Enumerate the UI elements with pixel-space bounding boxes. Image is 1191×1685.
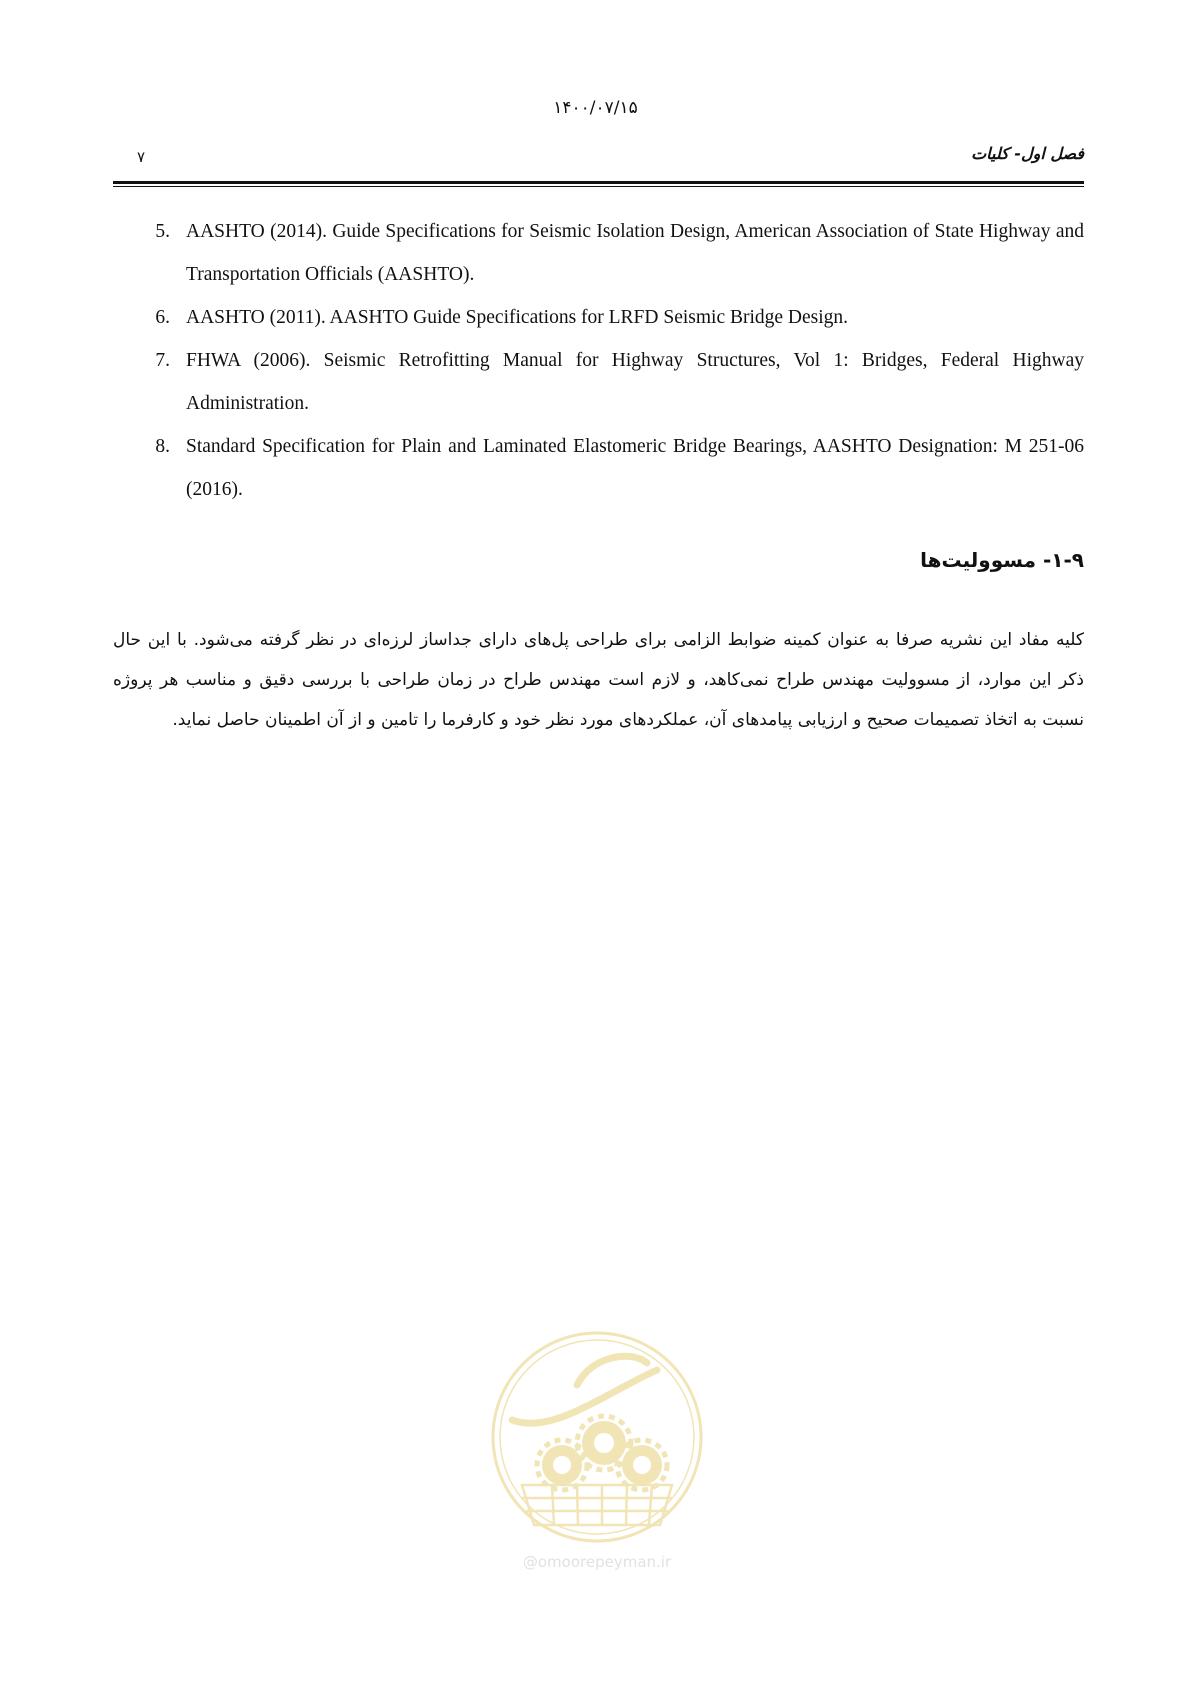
watermark-logo bbox=[482, 1325, 712, 1625]
reference-text: Standard Specification for Plain and Laminated Elastomeric Bridge Bearings, AASHTO Designation: M 251-06 (2016). bbox=[186, 436, 1084, 500]
running-header bbox=[113, 142, 1084, 172]
reference-text: FHWA (2006). Seismic Retrofitting Manual for Highway Structures, Vol 1: Bridges, Federal Highway Administration. bbox=[186, 350, 1084, 414]
reference-number: 6. bbox=[155, 307, 170, 328]
page-number: ۷ bbox=[137, 148, 146, 166]
reference-number: 8. bbox=[155, 436, 170, 457]
reference-number: 7. bbox=[155, 350, 170, 371]
header-rule-thin bbox=[113, 186, 1084, 187]
watermark-seal-icon bbox=[482, 1325, 712, 1550]
reference-item bbox=[113, 425, 1084, 511]
reference-text: AASHTO (2014). Guide Specifications for Seismic Isolation Design, American Association of State Highway and Transportation Officials (AASHTO). bbox=[186, 221, 1084, 285]
reference-item bbox=[113, 296, 1084, 339]
document-date: ۱۴۰۰/۰۷/۱۵ bbox=[553, 98, 638, 118]
reference-list bbox=[113, 210, 1084, 511]
reference-text: AASHTO (2011). AASHTO Guide Specifications for LRFD Seismic Bridge Design. bbox=[186, 307, 849, 328]
reference-number: 5. bbox=[155, 221, 170, 242]
reference-item bbox=[113, 210, 1084, 296]
reference-item bbox=[113, 339, 1084, 425]
header-rule bbox=[113, 181, 1084, 184]
section-heading: ۱-۹- مسوولیت‌ها bbox=[920, 548, 1084, 572]
body-paragraph: کلیه مفاد این نشریه صرفا به عنوان کمینه ضوابط الزامی برای طراحی پل‌های دارای جداساز لرزه‌ای در نظر گرفته می‌شود. با این حال ذکر این موارد، از مسوولیت مهندس طراح نمی‌کاهد، و لازم است مهندس طراح در زمان طراحی با بررسی دقیق و مناسب هر پروژه نسبت به اتخاذ تصمیمات صحیح و ارزیابی پیامدهای آن، عملکردهای مورد نظر خود و کارفرما را تامین و از آن اطمینان حاصل نماید. bbox=[113, 630, 1084, 730]
chapter-title: فصل اول- کلیات bbox=[971, 144, 1084, 163]
watermark-caption: @omoorepeyman.ir bbox=[522, 1553, 672, 1571]
